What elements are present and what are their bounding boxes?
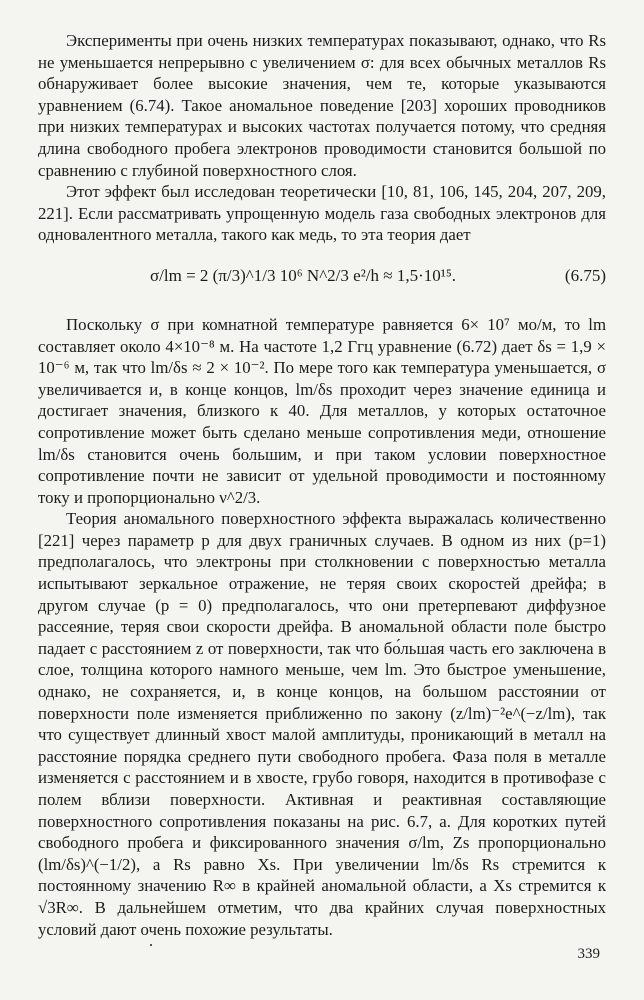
paragraph-anomalous-resistance: Эксперименты при очень низких температурах показывают, однако, что Rs не уменьшается непрерывно с увеличением σ: для всех обычных металлов Rs обнаруживает более высокие значения, чем те, которые указываются уравнением (6.74). Такое аномальное поведение [203] хороших проводников при низких температурах и высоких частотах получается потому, что средняя длина свободного пробега электронов проводимости становится большой по сравнению с глубиной поверхностного слоя. [38,31,606,180]
print-speck [150,944,152,946]
paragraph-theory: Этот эффект был исследован теоретически [10, 81, 106, 145, 204, 207, 209, 221]. Если рассматривать упрощенную модель газа свободных электронов для одновалентного металла, такого как медь, то эта теория дает [38,182,606,245]
paragraph-room-temperature: Поскольку σ при комнатной температуре равняется 6× 10⁷ мо/м, то lm составляет около 4×10⁻⁸ м. На частоте 1,2 Ггц уравнение (6.72) дает δs = 1,9 × 10⁻⁶ м, так что lm/δs ≈ 2 × 10⁻². По мере того как температура уменьшается, σ увеличивается и, в конце концов, lm/δs проходит через значение единица и достигает значения, близкого к 40. Для металлов, у которых остаточное сопротивление может быть сделано меньше сопротивления меди, отношение lm/δs становится очень большим, и при таком условии поверхностное сопротивление почти не зависит от удельной проводимости и постоянному току и пропорционально ν^2/3. [38,314,606,507]
equation-6-75 [38,252,606,302]
equation-expression: σ/lm = 2 (π/3)^1/3 10⁶ N^2/3 e²/h ≈ 1,5·10¹⁵. [150,265,457,285]
page-number: 339 [577,946,600,962]
paragraph-anomalous-effect-theory: Теория аномального поверхностного эффекта выражалась количественно [221] через параметр p для двух граничных случаев. В одном из них (p=1) предполагалось, что электроны при столкновении с поверхностью металла испытывают зеркальное отражение, не теряя своих скоростей дрейфа; в другом случае (p = 0) предполагалось, что они претерпевают диффузное рассеяние, теряя свои скорости дрейфа. В аномальной области поле быстро падает с расстоянием z от поверхности, так что бо́льшая часть его заключена в слое, толщина которого намного меньше, чем lm. Это быстрое уменьшение, однако, не сохраняется, и, в конце концов, на большом расстоянии от поверхности поле изменяется приближенно по закону (z/lm)⁻²e^(−z/lm), так что существует длинный хвост малой амплитуды, проникающий в металл на расстояние порядка среднего пути свободного пробега. Фаза поля в металле изменяется с расстоянием и в хвосте, грубо говоря, находится в противофазе с полем вблизи поверхности. Активная и реактивная составляющие поверхностного сопротивления показаны на рис. 6.7, а. Для коротких путей свободного пробега и фиксированного значения σ/lm, Zs пропорционально (lm/δs)^(−1/2), а Rs равно Xs. При увеличении lm/δs Rs стремится к постоянному значению R∞ в крайней аномальной области, а Xs стремится к √3R∞. В дальнейшем отметим, что два крайних случая поверхностных условий дают очень похожие результаты. [38,509,606,939]
equation-number: (6.75) [564,265,606,285]
